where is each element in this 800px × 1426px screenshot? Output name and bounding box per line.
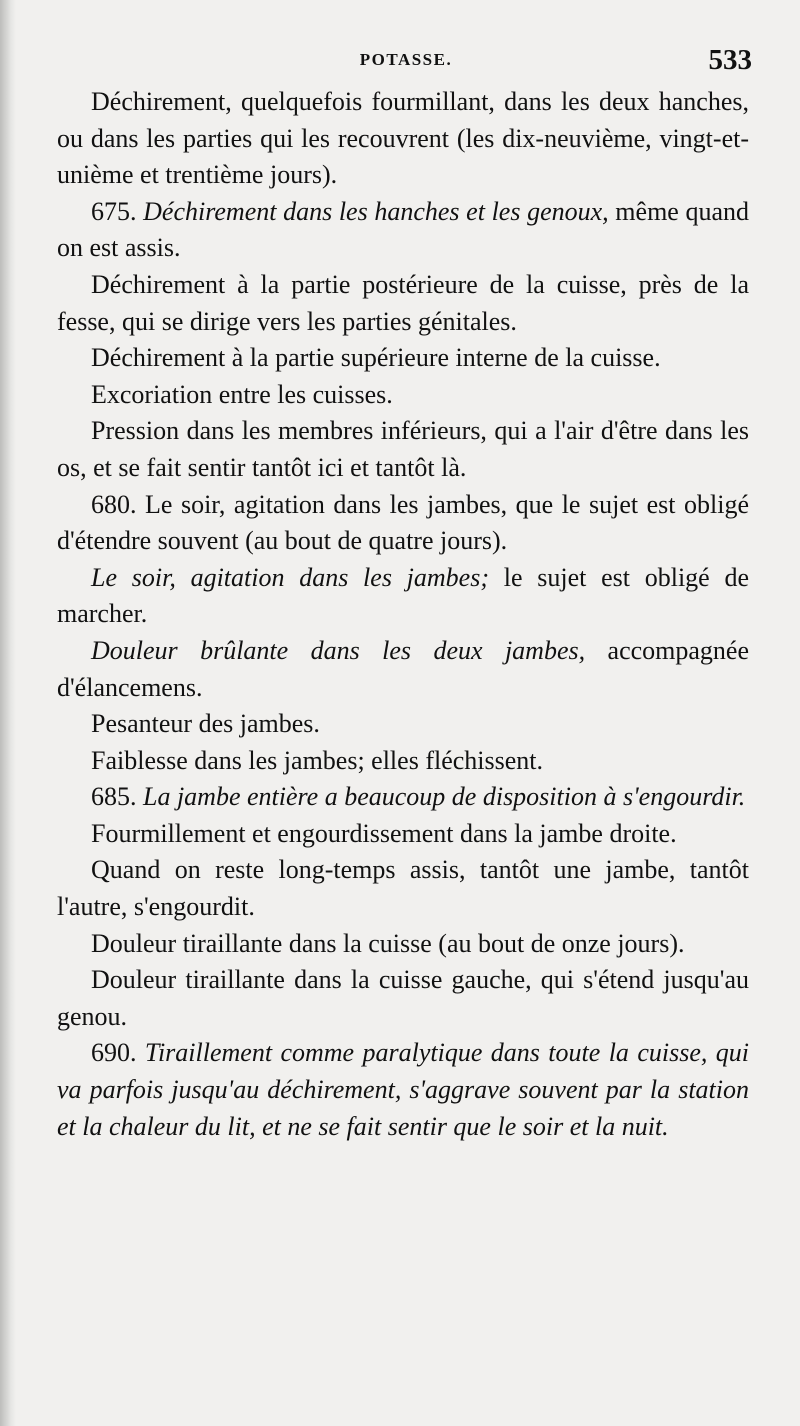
- roman-text: même quand on est assis.: [57, 196, 749, 263]
- page-gutter-shadow: [0, 0, 16, 1426]
- roman-text: Pesanteur des jambes.: [91, 709, 320, 739]
- paragraph: [57, 633, 749, 706]
- paragraph: [57, 340, 749, 377]
- roman-text: Fourmillement et engourdissement dans la jambe droite.: [91, 818, 677, 848]
- roman-text: Déchirement, quelquefois fourmillant, dans les deux hanches, ou dans les parties qui les recouvrent (les dix-neuvième, vingt-et-unième et trentième jours).: [57, 87, 749, 190]
- paragraph: [57, 377, 749, 414]
- paragraph: [57, 194, 749, 267]
- page-header: [60, 44, 752, 80]
- roman-text: Douleur tiraillante dans la cuisse gauche, qui s'étend jusqu'au genou.: [57, 965, 749, 1031]
- paragraph: [57, 1035, 749, 1145]
- paragraph: [57, 84, 749, 194]
- roman-text: Pression dans les membres inférieurs, qui a l'air d'être dans les os, et se fait sentir tantôt ici et tantôt là.: [57, 416, 749, 482]
- paragraph: [57, 706, 749, 743]
- paragraph: [57, 560, 749, 633]
- italic-text: Le soir, agitation dans les jambes;: [91, 562, 489, 592]
- running-head: POTASSE.: [359, 50, 453, 69]
- italic-text: Tiraillement comme paralytique dans toute la cuisse, qui va parfois jusqu'au déchirement, s'aggrave souvent par la station et la chaleur du lit, et ne se fait sentir que le soir et la nuit.: [57, 1038, 750, 1141]
- paragraph: [57, 743, 749, 780]
- entry-number: 685.: [91, 782, 143, 812]
- roman-text: Le soir, agitation dans les jambes, que le sujet est obligé d'étendre souvent (au bout de quatre jours).: [57, 489, 749, 556]
- roman-text: Faiblesse dans les jambes; elles fléchissent.: [91, 745, 544, 775]
- entry-number: 690.: [91, 1038, 145, 1068]
- paragraph: [57, 779, 749, 816]
- roman-text: Quand on reste long-temps assis, tantôt une jambe, tantôt l'autre, s'engourdit.: [57, 855, 749, 922]
- paragraph: [57, 926, 749, 963]
- paragraph: [57, 962, 749, 1035]
- roman-text: Déchirement à la partie postérieure de la cuisse, près de la fesse, qui se dirige vers les parties génitales.: [57, 269, 749, 336]
- paragraph: [57, 852, 749, 925]
- roman-text: le sujet est obligé de marcher.: [57, 562, 749, 629]
- roman-text: Excoriation entre les cuisses.: [91, 379, 393, 409]
- paragraph: [57, 267, 749, 340]
- paragraph: [57, 487, 749, 560]
- body-text: [57, 84, 749, 1145]
- paragraph: [57, 816, 749, 853]
- italic-text: La jambe entière a beaucoup de disposition à s'engourdir.: [143, 782, 746, 812]
- paragraph: [57, 413, 749, 486]
- entry-number: 675.: [91, 196, 144, 226]
- entry-number: 680.: [91, 489, 146, 519]
- italic-text: Douleur brûlante dans les deux jambes,: [91, 635, 586, 665]
- roman-text: Déchirement à la partie supérieure interne de la cuisse.: [91, 343, 661, 373]
- roman-text: Douleur tiraillante dans la cuisse (au bout de onze jours).: [91, 928, 685, 958]
- roman-text: accompagnée d'élancemens.: [57, 635, 749, 702]
- page-number: 533: [708, 44, 752, 76]
- italic-text: Déchirement dans les hanches et les genoux,: [143, 196, 609, 226]
